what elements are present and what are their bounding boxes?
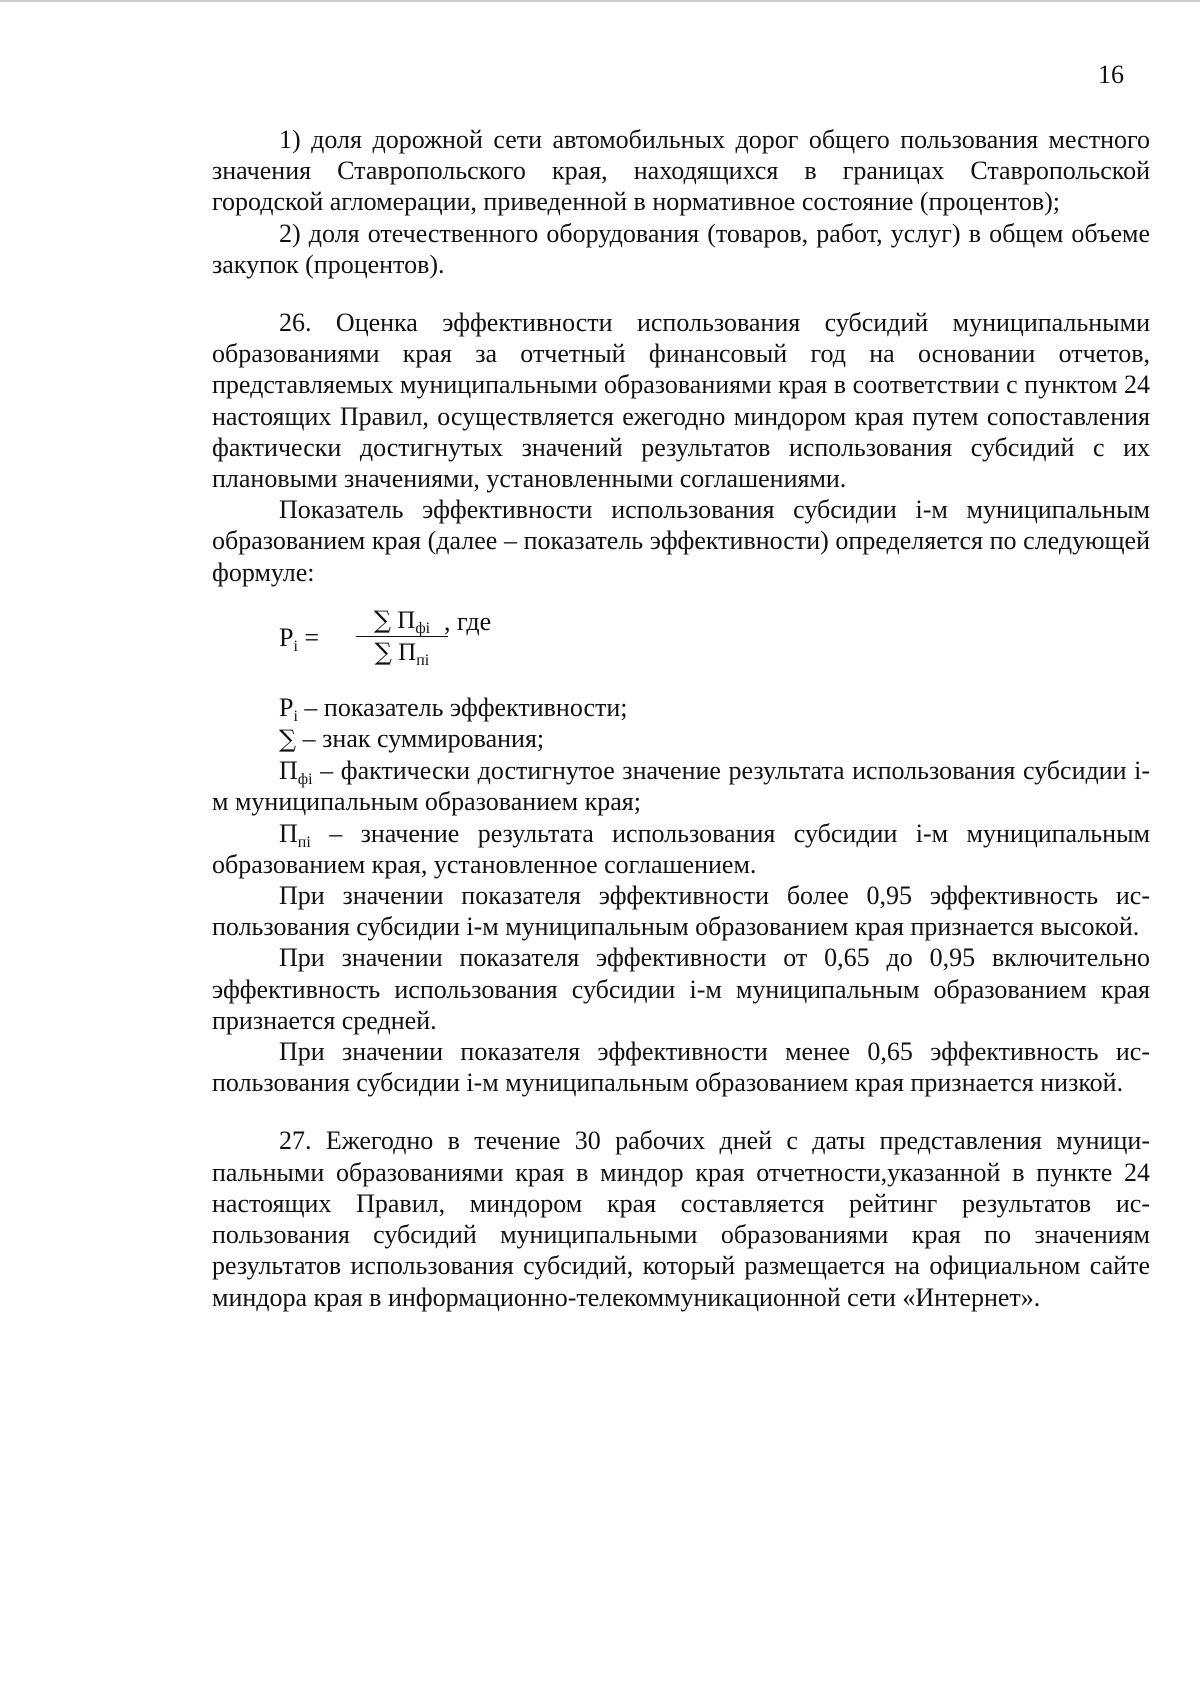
definition-symbol: ∑ bbox=[279, 725, 297, 754]
page-number: 16 bbox=[1098, 60, 1124, 89]
definition-symbol: P bbox=[279, 692, 294, 722]
list-item-1: 1) доля дорожной сети автомобильных дорог общего пользования местного значения Ставропольского края, находящихся в границах Ставропольской городской агломерации, приведенной в нормативное состояние (процентов); bbox=[212, 125, 1150, 217]
formula-sum-symbol: ∑ bbox=[373, 605, 391, 634]
formula-sum-symbol-denominator: ∑ bbox=[374, 637, 392, 666]
threshold-high: При значении показателя эффективности более 0,95 эффективность использования субсидии i-м муниципальным образованием края признается высокой. bbox=[212, 881, 1150, 942]
formula-numerator bbox=[356, 606, 448, 637]
definition-text: – фактически достигнутое значение результата использования субсидии i-м муниципальным образованием края; bbox=[212, 756, 1150, 817]
formula-lhs bbox=[279, 622, 319, 653]
formula-numerator-subscript: фi bbox=[415, 619, 431, 637]
definition-subscript: фi bbox=[297, 771, 313, 789]
definition-efficiency-indicator bbox=[212, 692, 1150, 723]
formula-lhs-subscript: i bbox=[293, 637, 298, 655]
formula-denominator-subscript: пi bbox=[416, 651, 430, 669]
definition-sum-sign bbox=[212, 723, 1150, 755]
efficiency-formula bbox=[212, 602, 1150, 686]
paragraph-26-intro: 26. Оценка эффективности использования субсидий муниципальными образованиями края за отчетный финансовый год на основании отчетов, представляемых муниципальными образованиями края в соответствии с пунктом 24 настоящих Правил, осуществляется ежегодно миндором края путем сопоставления фактически достигнутых значений результатов использования субсидий с их плановыми значениями, установленными соглашениями. bbox=[212, 308, 1150, 494]
formula-numerator-symbol: П bbox=[397, 606, 416, 634]
definition-subscript: i bbox=[293, 707, 298, 725]
threshold-low: При значении показателя эффективности менее 0,65 эффективность использования субсидии i-м муниципальным образованием края признается низкой. bbox=[212, 1037, 1150, 1098]
scan-top-edge bbox=[0, 0, 1200, 2]
paragraph-27: 27. Ежегодно в течение 30 рабочих дней с даты представления муниципальными образованиями края в миндор края отчетности,указанной в пункте 24 настоящих Правил, миндором края составляется рейтинг результатов использования субсидий муниципальными образованиями края по значениям результатов использования субсидий, который размещается на официальном сайте миндора края в информационно-телекоммуникационной сети «Интернет». bbox=[212, 1126, 1150, 1312]
formula-fraction bbox=[356, 606, 448, 668]
definition-symbol: П bbox=[279, 818, 298, 848]
formula-denominator bbox=[356, 637, 448, 668]
definition-text: – показатель эффективности; bbox=[297, 692, 628, 722]
definition-text: – значение результата использования субсидии i-м муниципальным образованием края, установленное соглашением. bbox=[212, 818, 1150, 879]
document-body bbox=[212, 124, 1150, 1313]
formula-where: , где bbox=[444, 606, 492, 636]
paragraph-indicator-intro: Показатель эффективности использования субсидии i-м муниципальным образованием края (далее – показатель эффективности) определяется по следующей формуле: bbox=[212, 495, 1150, 587]
formula-lhs-symbol: P bbox=[279, 622, 294, 652]
definition-symbol: П bbox=[279, 756, 298, 786]
list-item-2: 2) доля отечественного оборудования (товаров, работ, услуг) в общем объеме закупок (процентов). bbox=[212, 218, 1150, 279]
threshold-medium: При значении показателя эффективности от 0,65 до 0,95 включительно эффективность использования субсидии i-м муниципальным образованием края признается средней. bbox=[212, 943, 1150, 1035]
formula-equals: = bbox=[297, 622, 320, 652]
formula-denominator-symbol: П bbox=[398, 638, 417, 666]
definition-actual-result bbox=[212, 755, 1150, 817]
definition-text: – знак суммирования; bbox=[296, 724, 545, 754]
definition-planned-result bbox=[212, 818, 1150, 880]
definition-subscript: пi bbox=[297, 833, 311, 851]
